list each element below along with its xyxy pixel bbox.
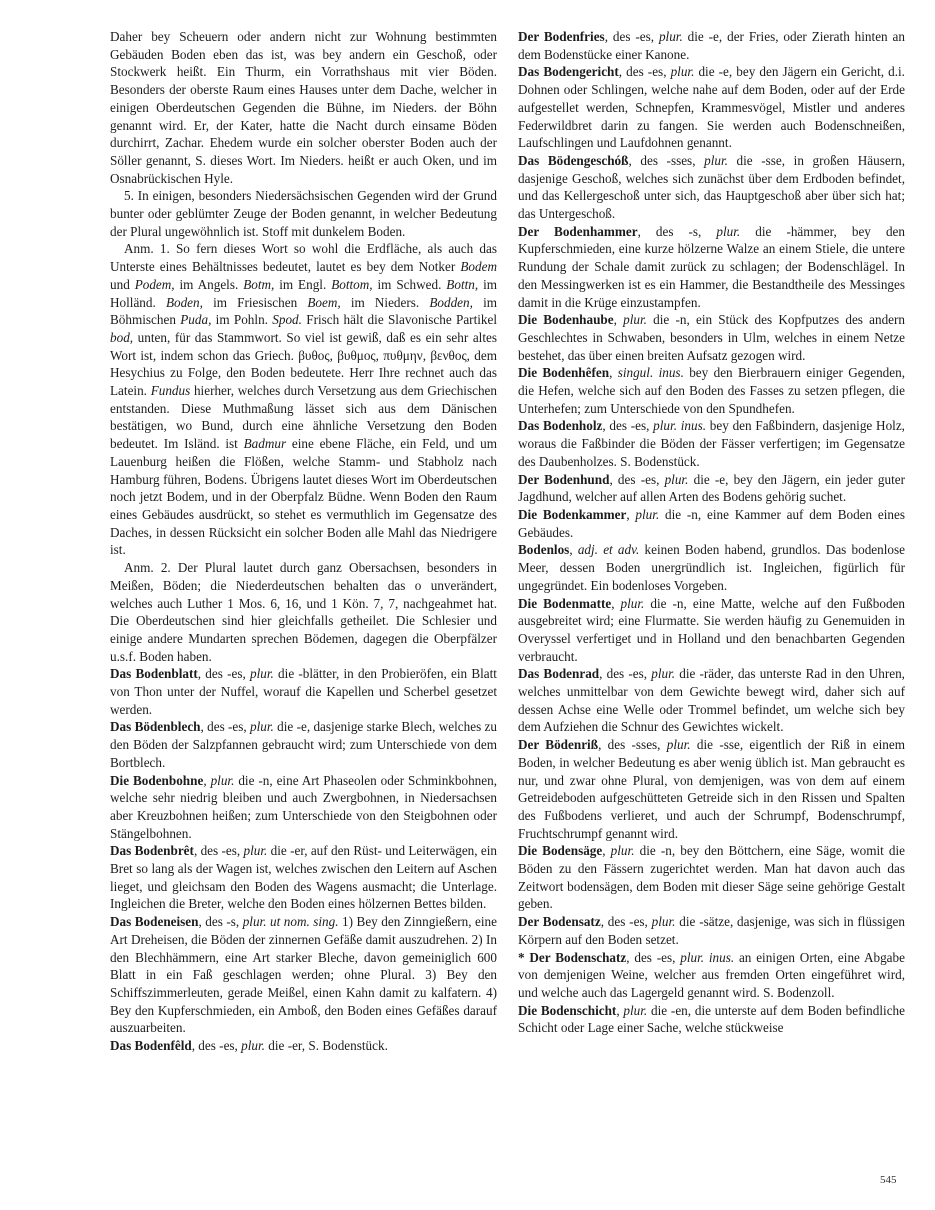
headword: Die Bodenmatte (518, 595, 612, 611)
left-column-entry (110, 240, 497, 559)
headword: Das Bödengeschóß (518, 152, 629, 168)
right-column-entry (518, 417, 905, 470)
entry-text: die -er, S. Bodenstück. (264, 1038, 388, 1054)
entry-text: im Friesischen (202, 294, 308, 310)
right-column-entry (518, 595, 905, 666)
entry-text: , (203, 772, 211, 788)
headword: Die Bodenhaube (518, 312, 614, 328)
headword: Das Bodengericht (518, 64, 619, 80)
entry-text: im Schwed. (372, 276, 447, 292)
entry-text: 1) Bey den Zinngießern, eine Art Dreheisen, die Böden der zinnernen Gefäße damit auszudrehen. 2) In den Blechhämmern, eine Art starker Bleche, davon gemeiniglich 600 Blatt in ein Faß geschlagen werden; ohne Plural. 3) Bey den Schiffszimmerleuten, gerade Meißel, einen Kahn damit zu kalfatern. 4) Bey den Kupferschmieden, ein Amboß, den Boden eines Gefäßes darauf auszuarbeiten. (110, 914, 498, 1036)
italic-term: plur. inus. (680, 949, 735, 965)
entry-text: im Holländ. (110, 276, 497, 310)
italic-term: plur. ut nom. sing. (242, 914, 339, 930)
italic-term: Fundus (150, 383, 191, 399)
headword: Der Bödenriß (518, 737, 599, 753)
italic-term: singul. inus. (617, 365, 684, 381)
entry-text: , des -sses, (598, 737, 667, 753)
right-column-entry (518, 28, 905, 63)
entry-text: die -n, eine Art Phaseolen oder Schminkbohnen, welche sehr niedrig bleiben und auch Zwergbohnen, in Niedersachsen aber Kreuzbohnen heißen; zum Unterschiede von den Steigbohnen oder Stängelbohnen. (110, 772, 498, 841)
headword: Die Bodenkammer (518, 506, 627, 522)
entry-text: die -er, auf den Rüst- und Leiterwägen, ein Bret so lang als der Wagen ist, welches zwischen den Leitern auf Aschen lieget, und gleichsam den Boden des Wagens ausmacht; die Unterlage. Ingleichen die Breter, welche den Boden eines hölzernen Bettes bilden. (110, 843, 498, 912)
italic-term: plur. (210, 772, 235, 788)
entry-text: bey den Bierbrauern einiger Gegenden, die Hefen, welche sich auf den Boden des Fasses zu setzen pflegen, die Unterhefen; zum Unterschiede von den Spundhefen. (518, 365, 905, 416)
entry-text: , (626, 506, 636, 522)
entry-text: die -sätze, dasjenige, was sich in flüssigen Körpern auf den Boden setzet. (518, 914, 905, 947)
entry-text: an einigen Orten, eine Abgabe von demjenigen Weine, welcher aus fremden Orten eingeführet wird, und welche auch das Lagergeld genannt wird. S. Bodenzoll. (518, 949, 905, 1000)
entry-text: die -n, eine Matte, welche auf den Fußboden ausgebreitet wird; eine Flurmatte. Sie werden häufig zu Genemuiden in Overyssel verfertiget und in Holland und den benachbarten Gegenden verbraucht. (518, 595, 905, 664)
italic-term: Bottom, (331, 276, 373, 292)
page-number: 545 (880, 1174, 897, 1186)
left-column-entry (110, 187, 497, 240)
entry-text: , des -es, (599, 666, 652, 682)
italic-term: plur. (610, 843, 635, 859)
entry-text: , des -es, (200, 719, 251, 735)
entry-text: , (613, 312, 624, 328)
entry-text: , (616, 1002, 624, 1018)
italic-term: Podem, (134, 276, 175, 292)
entry-text: die -n, bey den Böttchern, eine Säge, womit die Böden zu den Fässern zugerichtet werden. Man hat davon auch das Zeitwort bodensägen, dem Boden mit dieser Säge seine gehörige Gestalt geben. (518, 843, 906, 912)
entry-text: die -hämmer, bey den Kupferschmieden, eine kurze hölzerne Walze an einem Stiele, die untere Rundung der Schale damit zurück zu schlagen; der Bodenschlägel. In den Messingwerken ist es ein Hammer, die Bestandtheile des Messinges damit in die Krüge einzustampfen. (518, 223, 905, 310)
italic-term: plur. (651, 666, 676, 682)
headword: Das Bodenblatt (110, 666, 198, 682)
italic-term: plur. (716, 223, 741, 239)
headword: Der Bodenfries (518, 29, 605, 44)
italic-term: plur. (704, 152, 728, 168)
right-column-entry (518, 506, 905, 541)
entry-text: Frisch hält die Slavonische Partikel (301, 312, 498, 328)
headword: Die Bodenschicht (518, 1002, 617, 1018)
headword: Das Bodeneisen (110, 914, 199, 930)
left-column-entry (110, 559, 497, 665)
italic-term: plur. (658, 29, 683, 44)
entry-text: im Böhmischen (110, 294, 497, 328)
entry-text: die -e, der Fries, oder Zierath hinten an dem Bodenstücke einer Kanone. (518, 29, 905, 62)
entry-text: die -en, die unterste auf dem Boden befindliche Schicht oder Lage einer Sache, welche stückweise (518, 1002, 905, 1036)
entry-text: die -sse, in großen Häusern, dasjenige Geschoß, welches sich zunächst über dem Erdboden befindet, und das Kellergeschoß unter sich, das Hauptgeschoß aber über sich hat; das Untergeschoß. (518, 152, 905, 222)
entry-text: , des -es, (600, 914, 652, 930)
italic-term: bod, (110, 329, 134, 345)
italic-term: Botm, (243, 276, 275, 292)
entry-text: im Angels. (174, 276, 244, 292)
entry-text: , des -s, (637, 223, 717, 239)
entry-text: Anm. 1. So fern dieses Wort so wohl die Erdfläche, als auch das Unterste eines Behältnisses bedeutet, lautet es bey dem Notker (110, 241, 497, 275)
left-column-entry (110, 718, 497, 771)
entry-text: , des -sses, (628, 152, 705, 168)
entry-text: hierher, welches durch Versetzung aus dem Griechischen entstanden. Diese Muthmaßung lässet sich aus dem Dänischen bestätigen, wo Bund, durch eine ähnliche Versetzung den Boden bedeutet. Im Isländ. ist (110, 383, 497, 452)
entry-text: im Engl. (274, 276, 332, 292)
left-column-entry (110, 1037, 497, 1055)
italic-term: plur. inus. (653, 418, 707, 434)
entry-text: , des -es, (191, 1038, 242, 1054)
entry-text: , des -es, (626, 949, 681, 965)
right-column-entry (518, 736, 905, 842)
entry-text: , des -es, (604, 29, 659, 44)
entry-text: unten, für das Stammwort. So viel ist gewiß, daß es ein sehr altes Wort ist, indem schon das Griech. βυθος, βυθμος, πυθμην, βενθος, dem Hesychius zu Folge, den Boden bedeutete. Herr Ihre rechnet auch das Latein. (110, 329, 497, 399)
entry-text: die -räder, das unterste Rad in den Uhren, welches unmittelbar von dem Gewichte bewegt wird, daher sich auf dessen Achse eine Welle oder Trommel befindet, um welche sich bey dem Aufziehen die Schnur des Gewichtes wickelt. (518, 666, 905, 735)
entry-text: die -sse, eigentlich der Riß in einem Boden, in welcher Bedeutung es aber wenig üblich ist. Man gebraucht es nur, und zwar ohne Plural, von demjenigen, was von dem auf einem Getreideboden aufgeschütteten Getreide sich in den Rissen und Spalten des Fußbodens verlieret, und auch der Schrumpf, Bodenschrumpf, Fruchtschrumpf genannt wird. (518, 737, 905, 841)
italic-term: plur. (666, 737, 691, 753)
headword: Das Bodenfêld (110, 1038, 192, 1054)
right-column-entry (518, 1002, 905, 1037)
headword: Das Bodenbrêt (110, 843, 194, 859)
entry-text: im Pohln. (211, 312, 273, 328)
entry-text: , des -es, (602, 418, 654, 434)
italic-term: Bodem (460, 259, 497, 275)
right-column-entry (518, 913, 905, 948)
entry-text: die -n, ein Stück des Kopfputzes des andern Geschlechtes in Schwaben, besonders in Ulm, welches in einem Netze bestehet, das über einen breiten Aufsatz gezogen wird. (518, 312, 906, 363)
italic-term: plur. (250, 666, 274, 682)
headword: Das Bodenrad (518, 666, 600, 682)
left-column-entry (110, 913, 497, 1037)
left-column-entry (110, 665, 497, 718)
left-column (110, 28, 497, 1055)
entry-text: , (611, 595, 621, 611)
entry-text: , des -es, (197, 666, 250, 682)
entry-text: , des -es, (618, 64, 671, 80)
left-column-entry (110, 772, 497, 843)
headword: Bodenlos (518, 542, 570, 558)
italic-term: plur. (623, 312, 647, 328)
italic-term: Spod. (272, 312, 302, 328)
left-column-entry (110, 28, 497, 187)
headword: Der Bodenhammer (518, 223, 638, 239)
headword: Das Bödenblech (110, 719, 201, 735)
entry-text: eine ebene Fläche, ein Feld, und um Lauenburg heißen die Flößen, welche Stamm- und Stabholz nach Hamburg führen, Bodens. Übrigens lautet dieses Wort im Oberdeutschen noch jetzt Bodem, und in der Oberpfalz Büdne. Wenn Boden den Raum eines Gebäudes ausdrückt, so stehet es vermuthlich im Gegensatze des Daches, in dessen Rücksicht ein solcher Boden alle Mahl das Niedrigere ist. (110, 436, 497, 558)
right-column-entry (518, 223, 905, 312)
italic-term: adj. et adv. (577, 542, 640, 558)
entry-text: und (110, 276, 135, 292)
entry-text: die -e, bey den Jägern ein Gericht, d.i. Dohnen oder Schlingen, welche nahe auf dem Boden, oder auf der Erde aufgestellet werden, Schnepfen, Krammesvögel, Mistler und anderes Federwildbret darin zu fangen. Sie werden auch Bodenschneißen, Laufschlingen und Laufdohnen genannt. (518, 64, 905, 151)
headword: Die Bodensäge (518, 843, 603, 859)
italic-term: Bodden, (429, 294, 473, 310)
right-column-entry (518, 471, 905, 506)
entry-text: bey den Faßbindern, dasjenige Holz, woraus die Faßbinder die Böden der Fässer verfertigen; im Gegensatze des Daubenholzes. S. Bodenstück. (518, 418, 905, 469)
italic-term: plur. (620, 595, 645, 611)
left-column-entry (110, 842, 497, 913)
right-column-entry (518, 63, 905, 152)
entry-text: Anm. 2. Der Plural lautet durch ganz Obersachsen, besonders in Meißen, Böden; die Niederdeutschen behalten das o unverändert, welches auch Luther 1 Mos. 6, 16, und 1 Kön. 7, 7, nachgeahmet hat. Die Oberdeutschen sind hier gleichfalls getheilet. Die Schlesier und einige andere Mundarten sprechen Bödemen, dagegen die Oberpfälzer u.s.f. Boden haben. (110, 560, 497, 664)
entry-text: , (602, 843, 611, 859)
italic-term: plur. (241, 1038, 265, 1054)
italic-term: Badmur (243, 436, 287, 452)
entry-text: 5. In einigen, besonders Niedersächsischen Gegenden wird der Grund bunter oder geblümter Zeuge der Boden genannt, in welcher Bedeutung der Plural ungewöhnlich ist. Stoff mit dunkelem Boden. (110, 188, 497, 239)
entry-text: die -n, eine Kammer auf dem Boden eines Gebäudes. (518, 506, 906, 540)
right-column-entry (518, 152, 905, 223)
italic-term: Boden, (165, 294, 203, 310)
headword: Der Bodensatz (518, 914, 601, 930)
entry-text: , des -s, (198, 914, 243, 930)
headword: * Der Bodenschatz (518, 949, 627, 965)
entry-text: , des -es, (609, 471, 665, 487)
right-column-entry (518, 842, 905, 913)
entry-text: , (609, 365, 618, 381)
italic-term: plur. (250, 719, 274, 735)
italic-term: plur. (623, 1002, 648, 1018)
right-column-entry (518, 665, 905, 736)
right-column-entry (518, 364, 905, 417)
italic-term: Puda, (180, 312, 212, 328)
headword: Das Bodenholz (518, 418, 603, 434)
headword: Der Bodenhund (518, 471, 610, 487)
entry-text: , des -es, (193, 843, 244, 859)
entry-text: keinen Boden habend, grundlos. Das bodenlose Meer, dessen Boden unergründlich ist. Ingleichen, figürlich für ungegründet. Ein bodenloses Vorgeben. (518, 542, 905, 593)
right-column (518, 28, 905, 1037)
italic-term: Boem, (307, 294, 341, 310)
italic-term: plur. (664, 471, 689, 487)
entry-text: , (569, 542, 578, 558)
headword: Die Bodenhêfen (518, 365, 610, 381)
entry-text: die -e, bey den Jägern, ein jeder guter Jagdhund, welcher auf allen Arten des Bodens gehörig suchet. (518, 471, 905, 505)
italic-term: plur. (651, 914, 676, 930)
italic-term: plur. (670, 64, 695, 80)
entry-text: im Nieders. (340, 294, 430, 310)
right-column-entry (518, 949, 905, 1002)
entry-text: die -e, dasjenige starke Blech, welches zu den Böden der Salzpfannen gebraucht wird; zum Unterschiede von dem Bortblech. (110, 719, 497, 770)
entry-text: die -blätter, in den Probieröfen, ein Blatt von Thon unter der Nuffel, worauf die Kapellen und Scherbel gesetzet werden. (110, 666, 497, 717)
right-column-entry (518, 311, 905, 364)
italic-term: Bottn, (446, 276, 479, 292)
headword: Die Bodenbohne (110, 772, 204, 788)
italic-term: plur. (243, 843, 268, 859)
italic-term: plur. (635, 506, 660, 522)
right-column-entry (518, 541, 905, 594)
entry-text: Daher bey Scheuern oder andern nicht zur Wohnung bestimmten Gebäuden Boden eben das ist, was bey andern ein Geschoß, oder Stockwerk heißt. Ein Thurm, ein Vorrathshaus mit vier Böden. Besonders der oberste Raum eines Hauses unter dem Dache, welcher in einigen Oberdeutschen Gegenden die Bühne, im Nieders. der Böhn genannt wird. Er, der Kater, hatte die Nacht durch einsame Böden durchirrt, Zachar. Ehedem wurde ein solcher oberster Boden auch der Söller genannt, S. dieses Wort. Im Nieders. heißt er auch Oken, und im Osnabrückischen Hyle. (110, 29, 497, 186)
